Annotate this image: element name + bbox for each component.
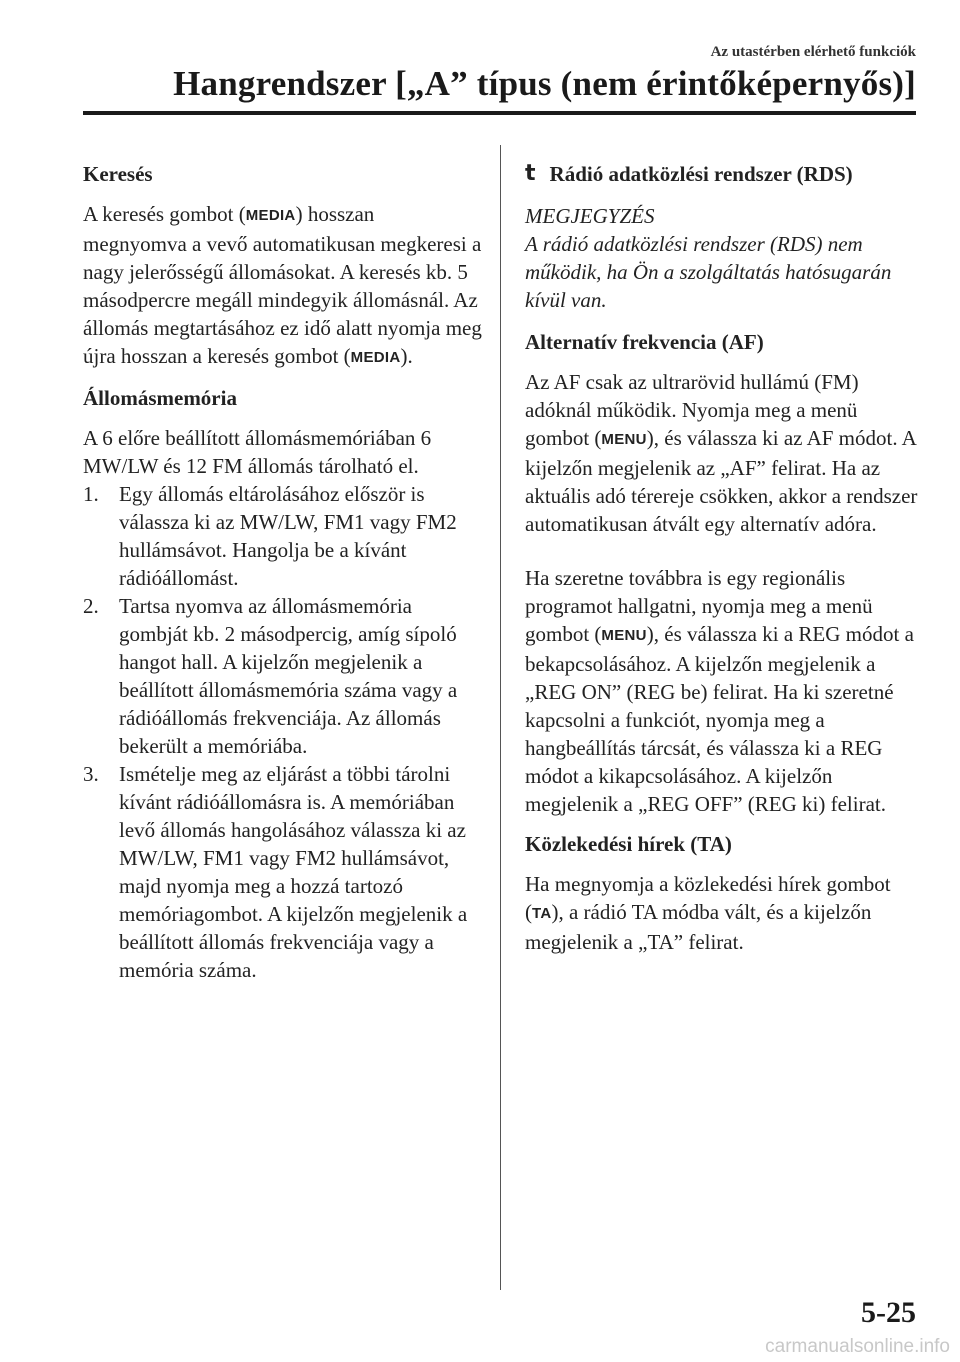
paragraph-af-1: Az AF csak az ultrarövid hullámú (FM) adóknál működik. Nyomja meg a menü gombot (MENU), és válassza ki az AF módot. A kijelzőn megjelenik az „AF” felirat. Ha az aktuális adó térereje csökken, akkor a rendszer automatikusan átvált egy alternatív adóra. (525, 370, 918, 536)
rds-heading (525, 160, 920, 188)
menu-button-icon: MENU (601, 627, 647, 644)
header-subtitle: Az utastérben elérhető funkciók (710, 44, 916, 60)
section-marker-icon: t (525, 161, 536, 186)
note-body: A rádió adatközlési rendszer (RDS) nem működik, ha Ön a szolgáltatás hatósugarán kívül van. (525, 232, 892, 312)
ta-button-icon: TA (532, 905, 552, 922)
section-af (525, 328, 920, 818)
note-heading: MEGJEGYZÉS (525, 204, 655, 228)
section-title-kereses: Keresés (83, 162, 153, 186)
spacer (525, 550, 920, 564)
list-item: 1. Egy állomás eltárolásához először is válassza ki az MW/LW, FM1 vagy FM2 hullámsávot. Hangolja be a kívánt rádióállomást. (83, 482, 457, 590)
menu-button-icon: MENU (601, 431, 647, 448)
page-number: 5-25 (861, 1296, 916, 1329)
paragraph-memoria-intro: A 6 előre beállított állomásmemóriában 6 MW/LW és 12 FM állomás tárolható el. (83, 426, 432, 478)
media-button-icon: MEDIA (245, 207, 296, 224)
section-ta (525, 830, 920, 956)
watermark: carmanualsonline.info (765, 1336, 950, 1357)
left-column (83, 160, 483, 984)
right-column (525, 160, 920, 968)
section-allomasmemoria (83, 384, 483, 984)
section-title-af: Alternatív frekvencia (AF) (525, 330, 764, 354)
list-item: 3. Ismételje meg az eljárást a többi tárolni kívánt rádióállomásra is. A memóriában levő állomás hangolásához válassza ki az MW/LW, FM1 vagy FM2 hullámsávot, majd nyomja meg a hozzá tartozó memóriagombot. A kijelzőn megjelenik a beállított állomás frekvenciája vagy a memória száma. (83, 762, 468, 982)
list-item: 2. Tartsa nyomva az állomásmemória gombját kb. 2 másodpercig, amíg sípoló hangot hall. A kijelzőn megjelenik a beállított állomásmemória száma vagy a rádióállomás frekvenciája. Az állomás bekerült a memóriába. (83, 594, 458, 758)
section-rds (525, 160, 920, 314)
section-title-memoria: Állomásmemória (83, 386, 237, 410)
header-title: Hangrendszer [„A” típus (nem érintőképernyős)] (173, 64, 916, 103)
memoria-steps-list (83, 480, 483, 984)
section-kereses (83, 160, 483, 372)
paragraph-af-2: Ha szeretne továbbra is egy regionális programot hallgatni, nyomja meg a menü gombot (MENU), és válassza ki a REG módot a bekapcsolásához. A kijelzőn megjelenik a „REG ON” (REG be) felirat. Ha ki szeretné kapcsolni a funkciót, nyomja meg a hangbeállítás tárcsát, és válassza ki a REG módot a kikapcsolásához. A kijelzőn megjelenik a „REG OFF” (REG ki) felirat. (525, 566, 914, 816)
paragraph-kereses: A keresés gombot (MEDIA) hosszan megnyomva a vevő automatikusan megkeresi a nagy jelerősségű állomásokat. A keresés kb. 5 másodpercre megáll mindegyik állomásnál. Az állomás megtartásához ez idő alatt nyomja meg újra hosszan a keresés gombot (MEDIA). (83, 202, 482, 368)
paragraph-ta: Ha megnyomja a közlekedési hírek gombot (TA), a rádió TA módba vált, és a kijelzőn megjelenik a „TA” felirat. (525, 872, 891, 954)
column-divider (500, 145, 501, 1290)
section-title-ta: Közlekedési hírek (TA) (525, 832, 732, 856)
media-button-icon: MEDIA (350, 349, 401, 366)
header-rule (83, 111, 916, 115)
section-title-rds: Rádió adatközlési rendszer (RDS) (549, 162, 853, 186)
